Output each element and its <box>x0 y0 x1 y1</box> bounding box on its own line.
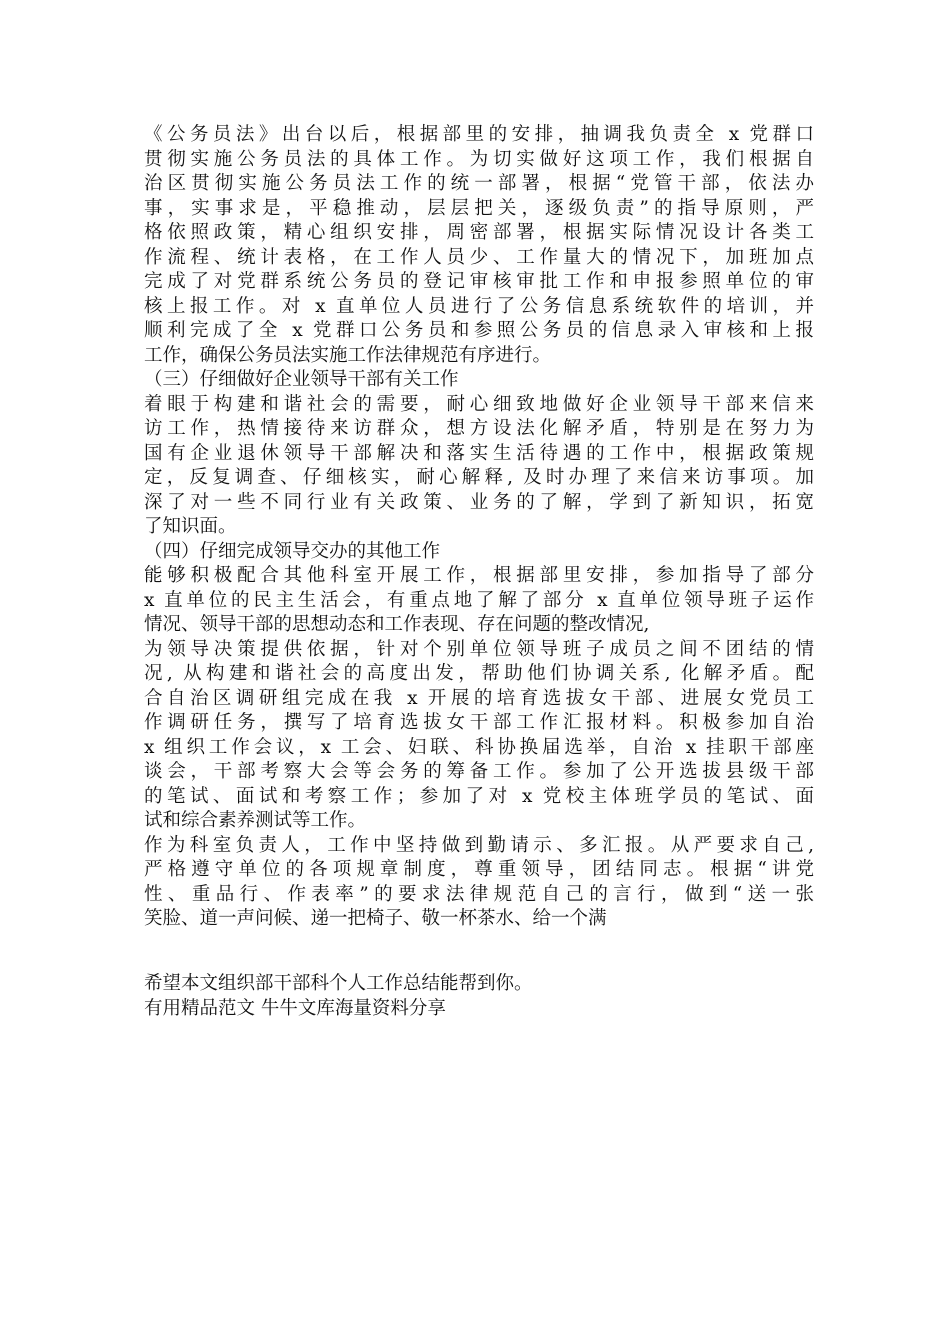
text-line: 贯彻实施公务员法的具体工作。为切实做好这项工作，我们根据自 <box>144 148 814 170</box>
text-line: 完成了对党群系统公务员的登记审核审批工作和申报参照单位的审 <box>144 271 814 292</box>
text-line: 国有企业退休领导干部解决和落实生活待遇的工作中，根据政策规 <box>144 442 814 464</box>
text-line: 格依照政策，精心组织安排，周密部署，根据实际情况设计各类工 <box>144 222 814 243</box>
text-line: 情况、领导干部的思想动态和工作表现、存在问题的整改情况, <box>144 614 650 635</box>
text-line: x 组织工作会议，x 工会、妇联、科协换届选举，自治 x 挂职干部座 <box>144 736 814 758</box>
text-line: 的笔试、面试和考察工作；参加了对 x 党校主体班学员的笔试、面 <box>144 785 814 807</box>
text-line: 着眼于构建和谐社会的需要，耐心细致地做好企业领导干部来信来 <box>144 393 814 415</box>
text-line: 作流程、统计表格，在工作人员少、工作量大的情况下，加班加点 <box>144 246 814 268</box>
text-line: 作调研任务，撰写了培育选拔女干部工作汇报材料。积极参加自治 <box>144 712 814 733</box>
text-line: 了知识面。 <box>144 516 237 537</box>
text-line: 笑脸、道一声问候、递一把椅子、敬一杯茶水、给一个满 <box>144 908 607 929</box>
closing-line: 希望本文组织部干部科个人工作总结能帮到你。 <box>144 973 533 994</box>
text-line: x 直单位的民主生活会，有重点地了解了部分 x 直单位领导班子运作 <box>144 589 814 611</box>
text-line: 合自治区调研组完成在我 x 开展的培育选拔女干部、进展女党员工 <box>144 687 814 709</box>
text-line: 性、重品行、作表率”的要求法律规范自己的言行，做到“送一张 <box>144 883 814 905</box>
document-body <box>144 123 814 932</box>
text-line: 核上报工作。对 x 直单位人员进行了公务信息系统软件的培训，并 <box>144 295 814 317</box>
document-closing <box>144 972 814 1021</box>
text-line: 定，反复调查、仔细核实，耐心解释, 及时办理了来信来访事项。加 <box>144 467 814 488</box>
text-line: 谈会，干部考察大会等会务的筹备工作。参加了公开选拔县级干部 <box>144 761 814 782</box>
text-line: 试和综合素养测试等工作。 <box>144 810 367 831</box>
text-line: 顺利完成了全 x 党群口公务员和参照公务员的信息录入审核和上报 <box>144 320 814 341</box>
text-line: （四）仔细完成领导交办的其他工作 <box>144 540 441 562</box>
text-line: 治区贯彻实施公务员法工作的统一部署，根据“党管干部，依法办 <box>144 173 814 194</box>
closing-line: 有用精品范文 牛牛文库海量资料分享 <box>144 997 446 1019</box>
text-line: 况, 从构建和谐社会的高度出发，帮助他们协调关系, 化解矛盾。配 <box>144 663 814 684</box>
text-line: 作为科室负责人，工作中坚持做到勤请示、多汇报。从严要求自己, <box>144 834 814 856</box>
text-line: 深了对一些不同行业有关政策、业务的了解，学到了新知识，拓宽 <box>144 491 814 513</box>
text-line: 工作，确保公务员法实施工作法律规范有序进行。 <box>144 344 552 366</box>
text-line: 访工作，热情接待来访群众，想方设法化解矛盾，特别是在努力为 <box>144 418 814 439</box>
text-line: 能够积极配合其他科室开展工作，根据部里安排，参加指导了部分 <box>144 565 814 586</box>
text-line: 为领导决策提供依据，针对个别单位领导班子成员之间不团结的情 <box>144 638 814 660</box>
text-line: 《公务员法》出台以后，根据部里的安排，抽调我负责全 x 党群口 <box>144 124 814 145</box>
text-line: （三）仔细做好企业领导干部有关工作 <box>144 369 459 390</box>
text-line: 事，实事求是，平稳推动，层层把关，逐级负责”的指导原则，严 <box>144 197 814 219</box>
text-line: 严格遵守单位的各项规章制度，尊重领导，团结同志。根据“讲党 <box>144 859 814 880</box>
